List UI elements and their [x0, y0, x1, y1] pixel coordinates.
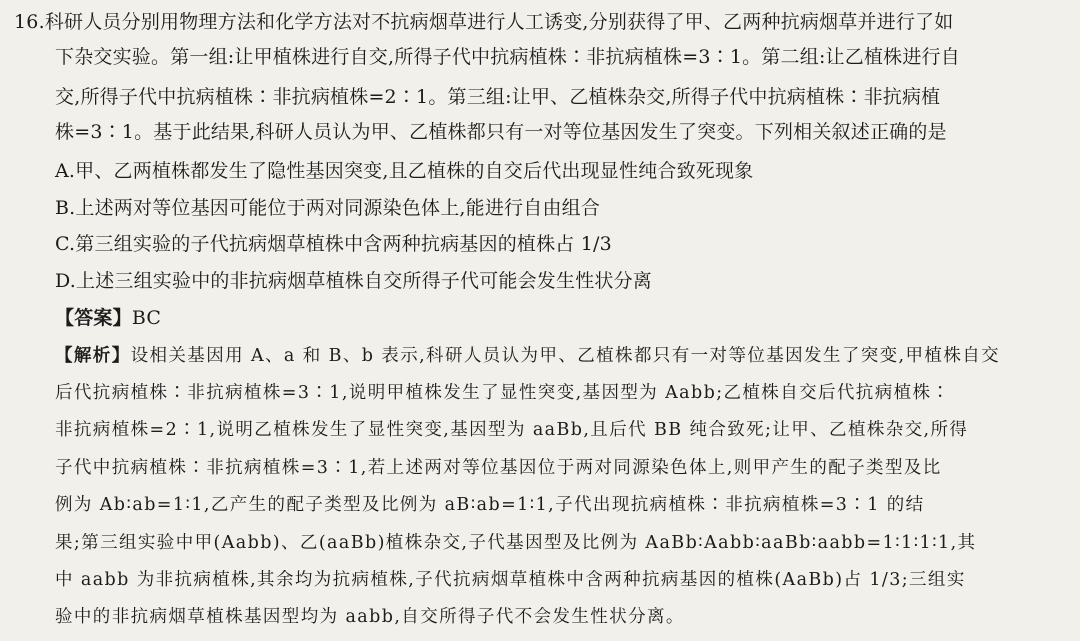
explanation-text-1: 设相关基因用 A、a 和 B、b 表示,科研人员认为甲、乙植株都只有一对等位基因发生了突变,甲植株自交	[130, 346, 1001, 366]
question-stem-line-2: 下杂交实验。第一组:让甲植株进行自交,所得子代中抗病植株∶非抗病植株=3∶1。第二组:让乙植株进行自	[55, 46, 960, 68]
option-b: B.上述两对等位基因可能位于两对同源染色体上,能进行自由组合	[55, 197, 601, 219]
answer-value: BC	[131, 307, 162, 329]
explanation-line-2: 后代抗病植株∶非抗病植株=3∶1,说明甲植株发生了显性突变,基因型为 Aabb;乙植株自交后代抗病植株∶	[55, 383, 951, 403]
option-c: C.第三组实验的子代抗病烟草植株中含两种抗病基因的植株占 1/3	[55, 233, 612, 255]
explanation-line-8: 验中的非抗病烟草植株基因型均为 aabb,自交所得子代不会发生性状分离。	[55, 607, 685, 627]
question-stem-line-4: 株=3∶1。基于此结果,科研人员认为甲、乙植株都只有一对等位基因发生了突变。下列相关叙述正确的是	[55, 121, 947, 143]
answer-label: 【答案】	[55, 307, 132, 329]
question-stem-line-3: 交,所得子代中抗病植株∶非抗病植株=2∶1。第三组:让甲、乙植株杂交,所得子代中抗病植株∶非抗病植	[55, 86, 941, 108]
explanation-line-4: 子代中抗病植株∶非抗病植株=3∶1,若上述两对等位基因位于两对同源染色体上,则甲产生的配子类型及比	[55, 458, 942, 478]
explanation-line-7: 中 aabb 为非抗病植株,其余均为抗病植株,子代抗病烟草植株中含两种抗病基因的植株(AaBb)占 1/3;三组实	[55, 570, 966, 590]
option-d: D.上述三组实验中的非抗病烟草植株自交所得子代可能会发生性状分离	[55, 270, 652, 292]
explanation-line-1	[55, 343, 1000, 369]
explanation-line-3: 非抗病植株=2∶1,说明乙植株发生了显性突变,基因型为 aaBb,且后代 BB 纯合致死;让甲、乙植株杂交,所得	[55, 420, 969, 440]
answer-line	[55, 305, 161, 331]
explanation-line-6: 果;第三组实验中甲(Aabb)、乙(aaBb)植株杂交,子代基因型及比例为 AaBb∶Aabb∶aaBb∶aabb=1∶1∶1∶1,其	[55, 533, 977, 553]
explanation-label: 【解析】	[55, 346, 131, 366]
option-a: A.甲、乙两植株都发生了隐性基因突变,且乙植株的自交后代出现显性纯合致死现象	[55, 160, 754, 182]
explanation-line-5: 例为 Ab∶ab=1∶1,乙产生的配子类型及比例为 aB∶ab=1∶1,子代出现抗病植株∶非抗病植株=3∶1 的结	[55, 495, 925, 515]
question-stem-line-1: 16.科研人员分别用物理方法和化学方法对不抗病烟草进行人工诱变,分别获得了甲、乙两种抗病烟草并进行了如	[14, 11, 954, 33]
